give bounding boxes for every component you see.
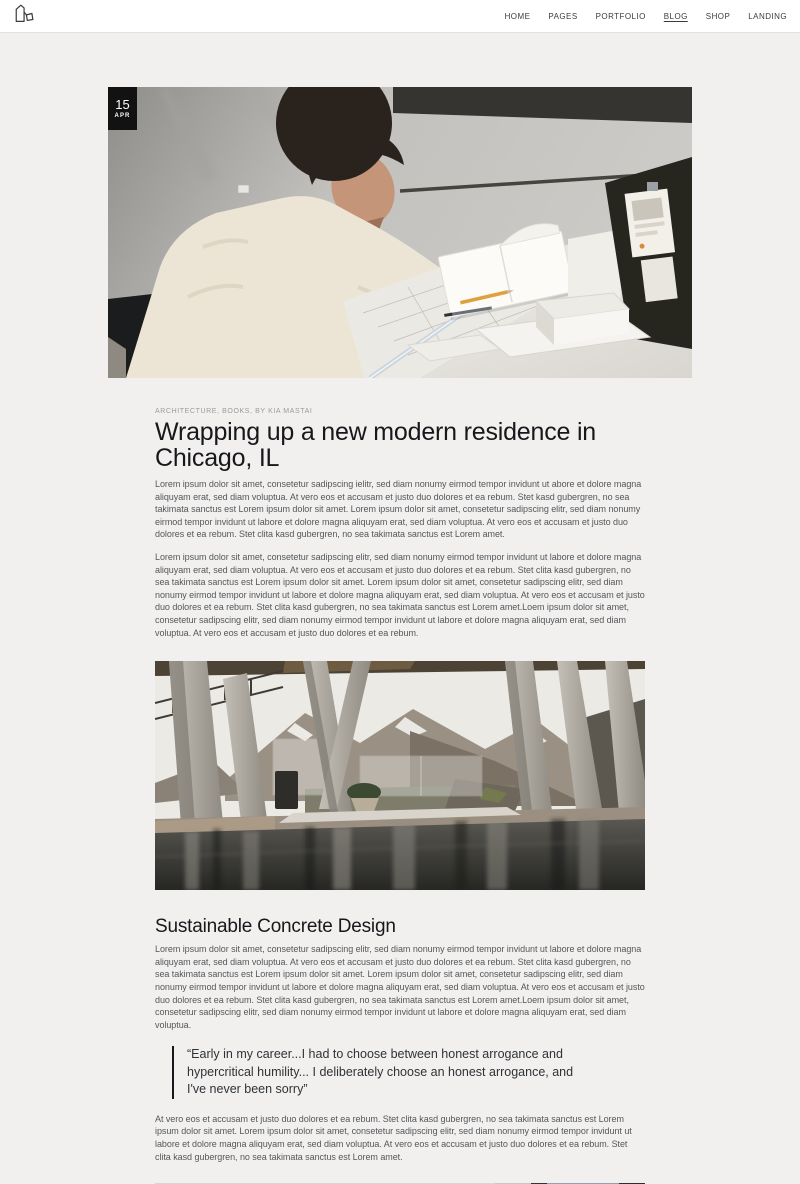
- post-paragraph-4: At vero eos et accusam et justo duo dolores et ea rebum. Stet clita kasd gubergren, no sea takimata sanctus est Lorem ipsum dolor sit amet. Lorem ipsum dolor sit amet, consetetur sadipscing elitr, sed diam nonumy eirmod tempor invidunt ut labore et dolore magna aliquyam erat, sed diam voluptua. At vero eos et accusam et justo duo dolores et ea rebum. Stet clita kasd gubergren, no sea takimata sanctus est Lorem amet.: [155, 1113, 632, 1162]
- post-paragraph-1: Lorem ipsum dolor sit amet, consetetur sadipscing ielitr, sed diam nonumy eirmod tempor invidunt ut abore et dolore magna aliquyam erat, sed diam voluptua. At vero eos et accusam et justo duo dolores et ea rebum. Stet kasd gubergren, no sea takimata sanctus est Lorem ipsum dolor sit amet. Lorem ipsum dolor sit amet, consetetur sadipscing elitr, sed diam nonumy eirmod tempor invidunt ut labore et dolore magna aliquyam erat, sed diam voluptua. At vero eos et accusam et justo duo dolores et ea rebum. Stet clita kasd gubergren, no sea takimata sanctus est Lorem amet.: [155, 479, 642, 540]
- post-date-month: APR: [114, 113, 131, 119]
- nav-item-home[interactable]: HOME: [504, 11, 531, 21]
- pool-image: [155, 661, 645, 890]
- section-heading: Sustainable Concrete Design: [155, 916, 396, 938]
- post-paragraph-2: Lorem ipsum dolor sit amet, consetetur sadipscing elitr, sed diam nonumy eirmod tempor invidunt ut labore et dolore magna aliquyam erat, sed diam voluptua. At vero eos et accusam et justo duo dolores et ea rebum. Stet clita kasd gubergren, no sea takimata sanctus est Lorem ipsum dolor sit amet. Lorem ipsum dolor sit amet, consetetur sadipscing elitr, sed diam nonumy eirmod tempor invidunt ut labore et dolore magna aliquyam erat, sed diam voluptua. At vero eos et accusam et justo duo dolores et ea rebum. Stet clita kasd gubergren, no sea takimata sanctus est Lorem amet.Loem ipsum dolor sit amet, consetetur sadipscing elitr, sed diam nonumy eirmod tempor invidunt ut labore et dolore magna aliquyam erat, sed diam voluptua. At vero eos et accusam et justo duo dolores et ea rebum.: [155, 551, 645, 638]
- post-date-day: 15: [115, 97, 130, 112]
- logo-link[interactable]: [13, 3, 37, 29]
- nav-item-blog[interactable]: BLOG: [663, 11, 688, 21]
- nav-item-portfolio[interactable]: PORTFOLIO: [595, 11, 646, 21]
- nav-item-landing[interactable]: LANDING: [748, 11, 787, 21]
- site-header: [0, 0, 800, 33]
- main-nav: [505, 12, 787, 21]
- nav-item-pages[interactable]: PAGES: [548, 11, 578, 21]
- nav-item-shop[interactable]: SHOP: [705, 11, 731, 21]
- article-body: [155, 408, 645, 1184]
- post-category-line: ARCHITECTURE, BOOKS, BY KIA MASTAI: [155, 408, 313, 415]
- pull-quote: “Early in my career...I had to choose between honest arrogance and hypercritical humility... I deliberately choose an honest arrogance, and I've never been sorry”: [172, 1046, 574, 1099]
- post-paragraph-3: Lorem ipsum dolor sit amet, consetetur sadipscing elitr, sed diam nonumy eirmod tempor invidunt ut labore et dolore magna aliquyam erat, sed diam voluptua. At vero eos et accusam et justo duo dolores et ea rebum. Stet clita kasd gubergren, no sea takimata sanctus est Lorem ipsum dolor sit amet. Lorem ipsum dolor sit amet, consetetur sadipscing elitr, sed diam nonumy eirmod tempor invidunt ut labore et dolore magna aliquyam erat, sed diam voluptua. At vero eos et accusam et justo duo dolores et ea rebum. Stet clita kasd gubergren, no sea takimata sanctus est Lorem amet.Loem ipsum dolor sit amet, consetetur sadipscing elitr, sed diam nonumy eirmod tempor invidunt ut labore et dolore magna aliquyam erat, sed diam voluptua.: [155, 944, 645, 1030]
- building-logo-icon: [13, 3, 37, 29]
- architect-at-desk-illustration: [108, 87, 692, 378]
- post-title: Wrapping up a new modern residence in Chicago, IL: [155, 418, 597, 472]
- hero-image: [108, 87, 692, 378]
- post-date-badge: [108, 87, 137, 130]
